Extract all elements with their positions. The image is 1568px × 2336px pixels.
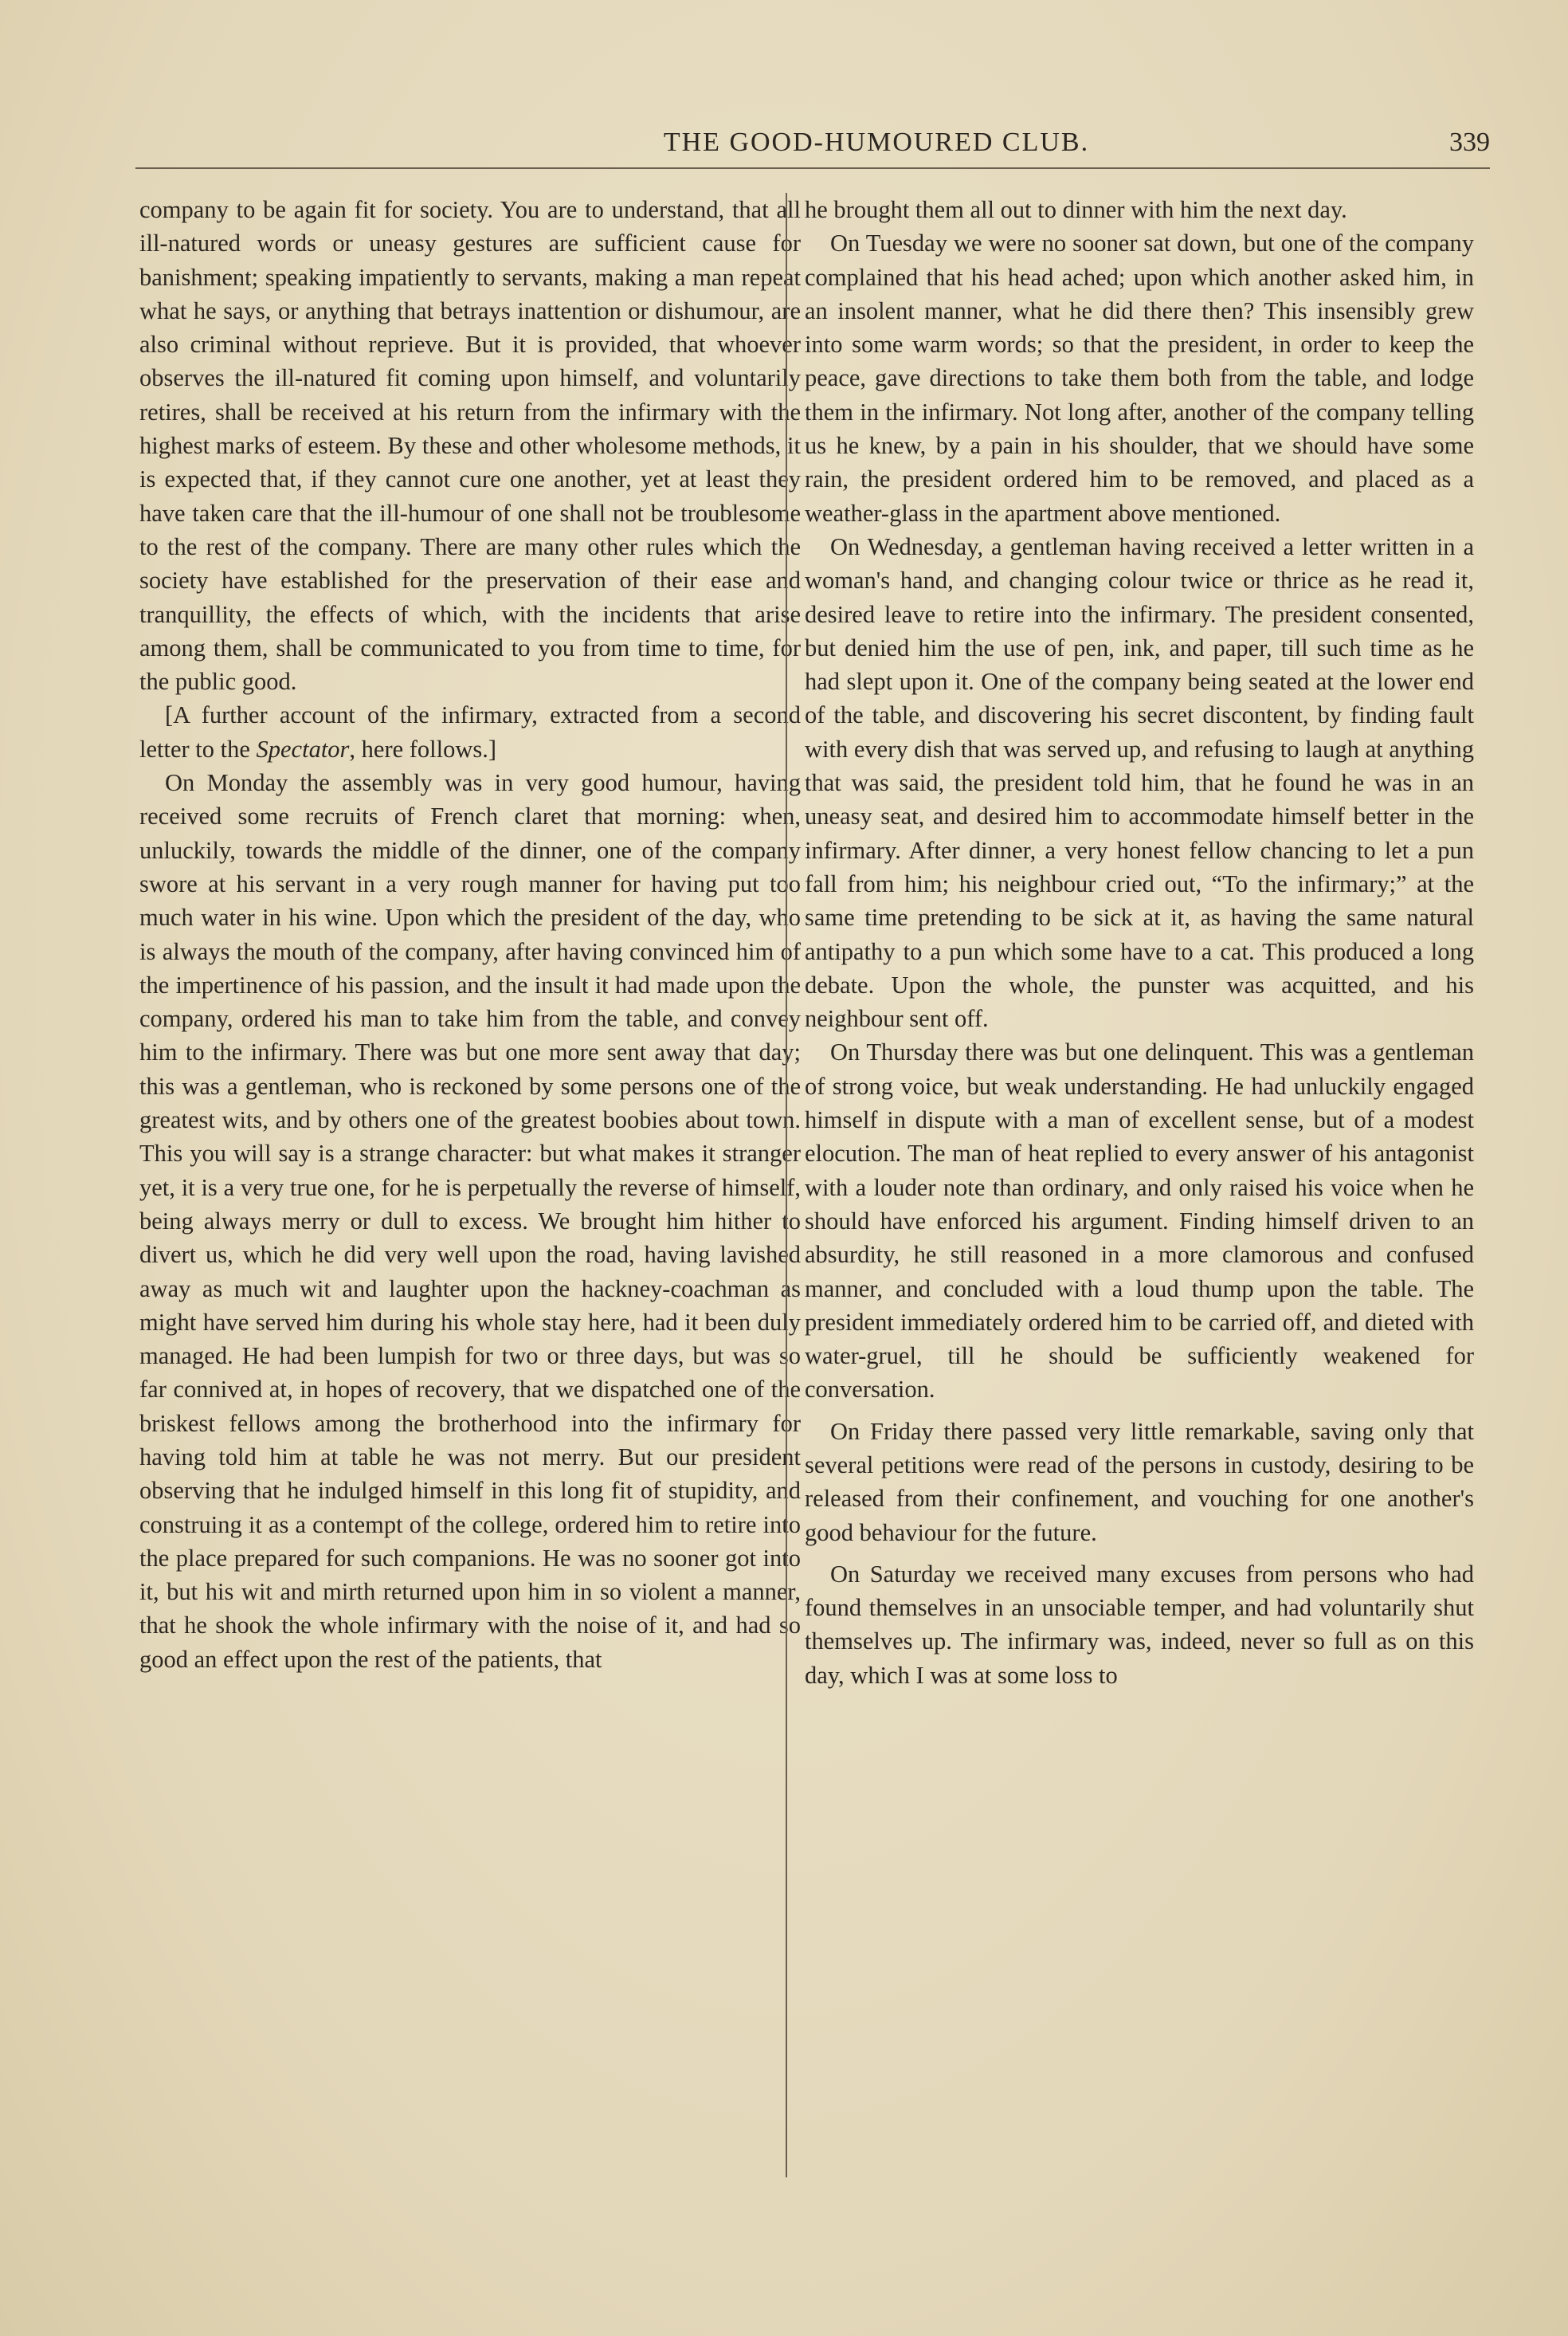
paragraph: he brought them all out to dinner with him the next day. [805,196,1347,223]
paragraph: On Thursday there was but one delinquent. This was a gentleman of strong voice, but weak understanding. He had unluckily engaged himself in dispute with a man of excellent sense, but of a modest elocution. The man of heat replied to every answer of his antagonist with a louder note than ordinary, and only raised his voice when he should have enforced his argument. Finding himself driven to an absurdity, he still reasoned in a more clamorous and confused manner, and concluded with a loud thump upon the table. The president immediately ordered him to be carried off, and dieted with water-gruel, till he should be sufficiently weakened for conversation. [805,1038,1474,1404]
paragraph: On Wednesday, a gentleman having received a letter written in a woman's hand, and changing colour twice or thrice as he read it, desired leave to retire into the infirmary. The president consented, but denied him the use of pen, ink, and paper, till such time as he had slept upon it. One of the company being seated at the lower end of the table, and discovering his secret discontent, by finding fault with every dish that was served up, and refusing to laugh at anything that was said, the president told him, that he found he was in an uneasy seat, and desired him to accommodate himself better in the infirmary. After dinner, a very honest fellow chancing to let a pun fall from him; his neighbour cried out, “To the infirmary;” at the same time pretending to be sick at it, as having the same natural antipathy to a pun which some have to a cat. This produced a long debate. Upon the whole, the punster was acquitted, and his neighbour sent off. [805,532,1474,1033]
header-rule [135,167,1490,169]
spectator-title: Spectator [256,735,350,763]
column-divider [786,193,787,2177]
left-column [139,193,801,1676]
page-header [135,128,1490,175]
paragraph: On Friday there passed very little remarkable, saving only that several petitions were read of the persons in custody, desiring to be released from their confinement, and vouching for one another's good behaviour for the future. [805,1417,1474,1546]
paragraph: On Saturday we received many excuses from persons who had found themselves in an unsociable temper, and had voluntarily shut themselves up. The infirmary was, indeed, never so full as on this day, which I was at some loss to [805,1560,1474,1689]
note-text-after: , here follows.] [349,735,497,763]
page-number: 339 [1449,128,1490,157]
paragraph: On Tuesday we were no sooner sat down, but one of the company complained that his head ached; upon which another asked him, in an insolent manner, what he did there then? This insensibly grew into some warm words; so that the president, in order to keep the peace, gave directions to take them both from the table, and lodge them in the infirmary. Not long after, another of the company telling us he knew, by a pain in his shoulder, that we should have some rain, the president ordered him to be removed, and placed as a weather-glass in the apartment above mentioned. [805,230,1474,527]
bracketed-note [139,698,801,766]
note-text-before: [A further account of the infirmary, extracted from a second letter to the [139,701,801,763]
paragraph: company to be again fit for society. You are to understand, that all ill-natured words or uneasy gestures are sufficient cause for banishment; speaking impatiently to servants, making a man repeat what he says, or anything that betrays inattention or dishumour, are also criminal without reprieve. But it is provided, that whoever observes the ill-natured fit coming upon himself, and voluntarily retires, shall be received at his return from the infirmary with the highest marks of esteem. By these and other wholesome methods, it is expected that, if they cannot cure one another, yet at least they have taken care that the ill-humour of one shall not be troublesome to the rest of the company. There are many other rules which the society have established for the preservation of their ease and tranquillity, the effects of which, with the incidents that arise among them, shall be communicated to you from time to time, for the public good. [139,196,801,696]
right-column [805,193,1474,1692]
running-head: THE GOOD-HUMOURED CLUB. [663,128,1090,157]
paragraph: On Monday the assembly was in very good humour, having received some recruits of French claret that morning: when, unluckily, towards the middle of the dinner, one of the company swore at his servant in a very rough manner for having put too much water in his wine. Upon which the president of the day, who is always the mouth of the company, after having convinced him of the impertinence of his passion, and the insult it had made upon the company, ordered his man to take him from the table, and convey him to the infirmary. There was but one more sent away that day; this was a gentleman, who is reckoned by some persons one of the greatest wits, and by others one of the greatest boobies about town. This you will say is a strange character: but what makes it stranger yet, it is a very true one, for he is perpetually the reverse of himself, being always merry or dull to excess. We brought him hither to divert us, which he did very well upon the road, having lavished away as much wit and laughter upon the hackney-coachman as might have served him during his whole stay here, had it been duly managed. He had been lumpish for two or three days, but was so far connived at, in hopes of recovery, that we dispatched one of the briskest fellows among the brotherhood into the infirmary for having told him at table he was not merry. But our president observing that he indulged himself in this long fit of stupidity, and construing it as a contempt of the college, ordered him to retire into the place prepared for such companions. He was no sooner got into it, but his wit and mirth returned upon him in so violent a manner, that he shook the whole infirmary with the noise of it, and had so good an effect upon the rest of the patients, that [139,769,801,1673]
